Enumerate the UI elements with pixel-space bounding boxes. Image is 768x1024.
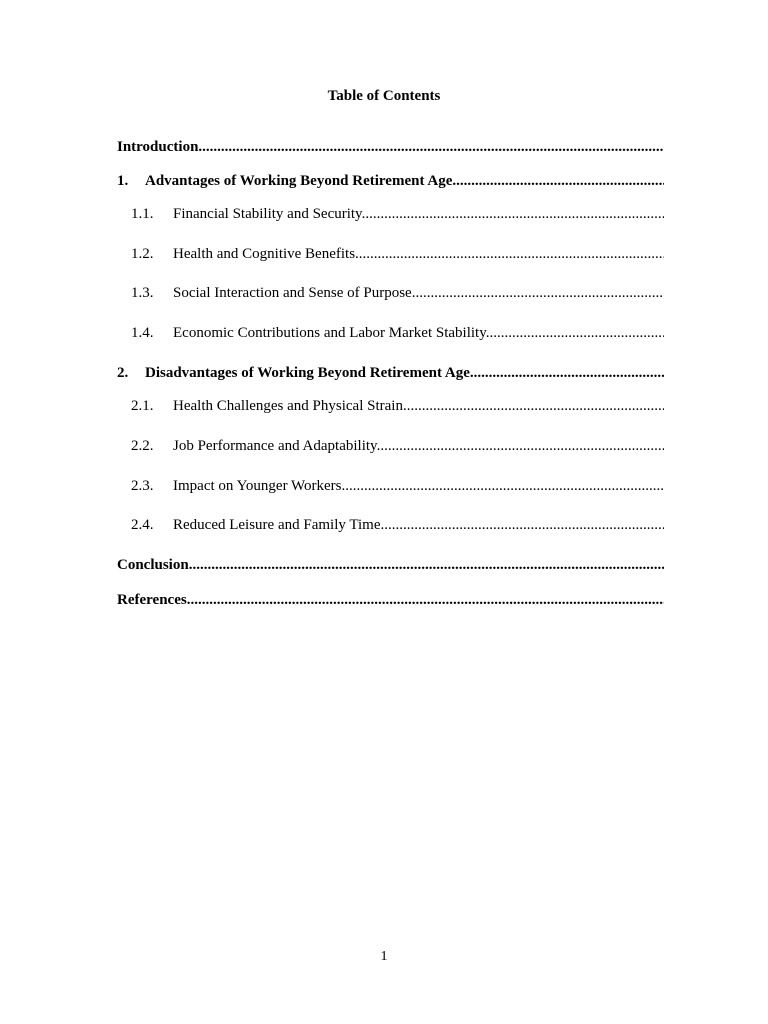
toc-entry-number: 1.1. bbox=[131, 206, 154, 222]
toc-entry-number: 2.3. bbox=[131, 478, 154, 494]
toc-entry-label: References bbox=[117, 592, 187, 608]
toc-entry-label: Introduction bbox=[117, 139, 199, 155]
toc-entry-number: 2. bbox=[117, 365, 129, 381]
toc-entry-2-4[interactable] bbox=[117, 516, 664, 534]
toc-entry-number: 2.2. bbox=[131, 438, 154, 454]
toc-entry-label: Financial Stability and Security bbox=[173, 206, 362, 222]
toc-entry-label: Conclusion bbox=[117, 557, 189, 573]
toc-entry-label: Health Challenges and Physical Strain bbox=[173, 398, 403, 414]
toc-entry-references[interactable] bbox=[117, 591, 664, 609]
toc-entry-advantages[interactable] bbox=[117, 172, 664, 190]
toc-entry-label: Advantages of Working Beyond Retirement Age bbox=[145, 173, 453, 189]
toc-entry-number: 1.3. bbox=[131, 285, 154, 301]
toc-entry-number: 1.4. bbox=[131, 325, 154, 341]
toc-entry-label: Economic Contributions and Labor Market Stability bbox=[173, 325, 486, 341]
toc-entry-disadvantages[interactable] bbox=[117, 364, 664, 382]
toc-entry-conclusion[interactable] bbox=[117, 556, 664, 574]
toc-entry-label: Reduced Leisure and Family Time bbox=[173, 517, 381, 533]
toc-entry-introduction[interactable] bbox=[117, 138, 664, 156]
toc-entry-2-3[interactable] bbox=[117, 477, 664, 495]
toc-entry-2-2[interactable] bbox=[117, 437, 664, 455]
toc-entry-label: Disadvantages of Working Beyond Retirement Age bbox=[145, 365, 470, 381]
toc-entry-number: 1.2. bbox=[131, 246, 154, 262]
toc-entry-2-1[interactable] bbox=[117, 397, 664, 415]
toc-entry-1-4[interactable] bbox=[117, 324, 664, 342]
toc-entry-1-3[interactable] bbox=[117, 284, 664, 302]
toc-entry-number: 2.1. bbox=[131, 398, 154, 414]
toc-entry-label: Health and Cognitive Benefits bbox=[173, 246, 356, 262]
toc-entry-number: 2.4. bbox=[131, 517, 154, 533]
toc-entry-label: Impact on Younger Workers bbox=[173, 478, 342, 494]
toc-entry-label: Job Performance and Adaptability bbox=[173, 438, 377, 454]
toc-entry-1-1[interactable] bbox=[117, 205, 664, 223]
toc-title: Table of Contents bbox=[327, 88, 441, 104]
page-number: 1 bbox=[380, 949, 388, 964]
toc-entry-label: Social Interaction and Sense of Purpose bbox=[173, 285, 412, 301]
toc-entry-1-2[interactable] bbox=[117, 245, 664, 263]
toc-entry-number: 1. bbox=[117, 173, 129, 189]
